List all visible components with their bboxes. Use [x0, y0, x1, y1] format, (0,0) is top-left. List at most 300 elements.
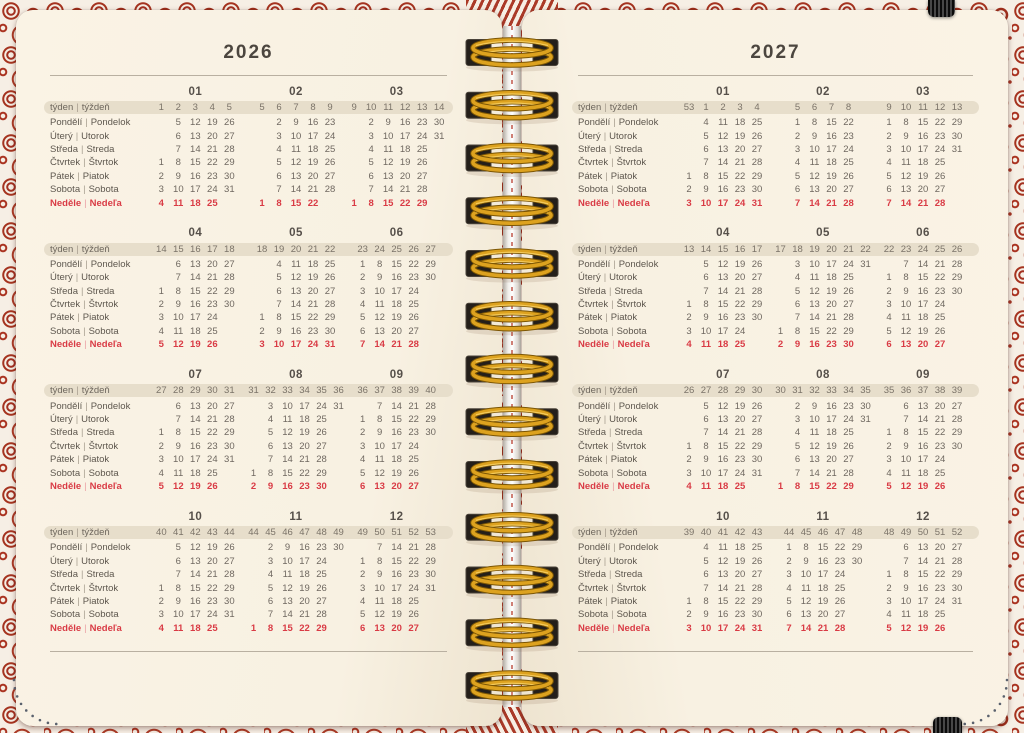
- month-cell-slot: [246, 117, 347, 128]
- week-number-cell: 24: [917, 243, 929, 255]
- week-label-cz: týden: [50, 243, 74, 255]
- month-cell-slot: [145, 385, 246, 396]
- day-row: [578, 453, 973, 466]
- day-cell: 6: [360, 622, 366, 634]
- day-cell: [422, 441, 439, 452]
- month-cell-slot: [145, 441, 246, 452]
- day-cell: [772, 441, 789, 452]
- day-cell: [949, 454, 966, 465]
- day-label-cz: Neděle: [578, 622, 610, 634]
- day-row: [578, 555, 973, 568]
- day-cell: [772, 272, 789, 283]
- day-cell: 22: [408, 555, 419, 567]
- month-cell-slot: [346, 117, 447, 128]
- week-label-sk: týždeň: [609, 527, 638, 539]
- month-cell-slot: [773, 198, 873, 209]
- day-cell: 10: [700, 467, 712, 479]
- day-cell: 8: [267, 622, 274, 634]
- day-cell: 18: [190, 467, 201, 479]
- year-title-2027: 2027: [750, 42, 801, 63]
- cell-slots: [145, 171, 447, 182]
- day-cell: 6: [267, 440, 274, 452]
- day-cell: 21: [934, 414, 946, 426]
- day-cell: 12: [190, 542, 201, 554]
- day-cell: 30: [224, 299, 235, 311]
- label-separator: |: [76, 527, 79, 539]
- cell-slots: [145, 401, 447, 412]
- day-label-cz: Pátek: [50, 170, 75, 182]
- day-cell: 26: [843, 440, 854, 452]
- day-cell: 27: [843, 184, 854, 196]
- day-cell: 6: [786, 609, 792, 621]
- day-cell: 15: [809, 325, 820, 337]
- day-cell: 18: [299, 414, 310, 426]
- cell-slots: [673, 569, 973, 580]
- day-label: [50, 468, 145, 479]
- day-label-sk: Štvrtok: [88, 299, 119, 311]
- day-cell: 18: [190, 325, 201, 337]
- day-cell: 21: [826, 467, 837, 479]
- day-cell: 23: [734, 609, 746, 621]
- day-cell: 23: [934, 130, 946, 142]
- day-cell: 5: [267, 427, 274, 439]
- day-cell: [330, 556, 347, 567]
- week-number-cell: 13: [951, 102, 963, 113]
- day-cell: [431, 144, 448, 155]
- week-number-cell: 29: [190, 385, 201, 397]
- day-label-sk: Štvrtok: [88, 440, 119, 452]
- day-cell: 28: [324, 184, 336, 196]
- day-cell: [221, 198, 238, 209]
- day-cell: [431, 198, 448, 209]
- month-cell-slot: [773, 481, 873, 492]
- day-cell: 18: [391, 454, 402, 466]
- cell-slots: [145, 527, 447, 538]
- day-cell: 16: [190, 595, 201, 607]
- month-cell-slot: [773, 583, 873, 594]
- day-cell: 15: [190, 285, 201, 297]
- day-cell: 15: [717, 170, 729, 182]
- day-cell: 10: [173, 609, 184, 621]
- month-cell-slot: [673, 542, 773, 553]
- cell-slots: [145, 157, 447, 168]
- day-cell: [354, 542, 371, 553]
- day-cell: 20: [734, 414, 746, 426]
- day-cell: 25: [207, 197, 218, 209]
- day-cell: 16: [826, 400, 837, 412]
- week-number-row: [44, 384, 453, 397]
- label-separator: |: [85, 400, 88, 412]
- day-cell: 3: [886, 299, 892, 311]
- day-row: [50, 440, 447, 453]
- day-cell: 9: [377, 569, 383, 581]
- day-cell: 16: [917, 130, 929, 142]
- month-cell-slot: [673, 198, 773, 209]
- day-cell: 22: [299, 622, 310, 634]
- day-cell: [857, 427, 874, 438]
- week-number-cell: 12: [399, 102, 411, 113]
- day-label-sk: Sobota: [616, 184, 647, 196]
- day-cell: [330, 414, 347, 425]
- day-cell: 7: [175, 569, 181, 581]
- day-cell: 21: [408, 542, 419, 554]
- day-label-cz: Sobota: [50, 184, 81, 196]
- day-cell: 10: [282, 400, 293, 412]
- day-cell: 26: [408, 467, 419, 479]
- week-number-cell: 8: [845, 102, 852, 113]
- day-cell: 28: [751, 427, 763, 439]
- day-cell: 4: [686, 339, 692, 351]
- month-cell-slot: [773, 623, 873, 634]
- day-cell: 2: [360, 272, 366, 284]
- week-label-cz: týden: [578, 527, 602, 539]
- month-cell-slot: [873, 286, 973, 297]
- day-cell: 14: [282, 609, 293, 621]
- day-cell: 6: [703, 414, 709, 426]
- day-cell: [681, 286, 698, 297]
- day-cell: 4: [276, 143, 282, 155]
- day-label-sk: Pondelok: [618, 258, 659, 270]
- day-cell: 27: [408, 481, 419, 492]
- day-cell: 27: [951, 542, 963, 554]
- month-cell-slot: [246, 401, 347, 412]
- day-cell: 21: [734, 157, 746, 169]
- day-cell: 17: [717, 197, 729, 209]
- day-cell: 16: [391, 427, 402, 439]
- day-cell: 20: [207, 555, 218, 567]
- month-cell-slot: [346, 527, 447, 538]
- cell-slots: [145, 427, 447, 438]
- week-number-cell: 49: [357, 527, 368, 539]
- month-cell-slot: [673, 385, 773, 396]
- month-cell-slot: [145, 609, 246, 620]
- day-cell: 24: [316, 400, 327, 412]
- day-cell: 1: [360, 414, 366, 426]
- day-cell: 16: [190, 170, 201, 182]
- day-label-cz: Pátek: [578, 454, 603, 466]
- day-cell: 19: [391, 467, 402, 479]
- day-cell: 7: [175, 143, 181, 155]
- month-cell-slot: [673, 401, 773, 412]
- day-cell: [422, 481, 439, 492]
- day-cell: 28: [224, 414, 235, 426]
- day-cell: [772, 427, 789, 438]
- day-cell: 14: [717, 285, 729, 297]
- day-cell: 7: [368, 184, 374, 196]
- month-cell-slot: [145, 542, 246, 553]
- day-cell: 9: [377, 272, 383, 284]
- month-cell-slot: [346, 569, 447, 580]
- cell-slots: [673, 312, 973, 323]
- label-separator: |: [609, 569, 612, 581]
- label-separator: |: [75, 272, 79, 284]
- day-cell: 18: [190, 197, 201, 209]
- day-label-cz: Pondělí: [578, 400, 611, 412]
- day-cell: 17: [190, 609, 201, 621]
- day-cell: 13: [717, 143, 729, 155]
- day-cell: 3: [360, 440, 366, 452]
- week-number-cell: 1: [703, 102, 709, 113]
- day-cell: 2: [786, 555, 792, 567]
- week-number-cell: 23: [357, 243, 368, 255]
- day-cell: 21: [207, 569, 218, 581]
- month-cell-slot: [346, 286, 447, 297]
- day-cell: 27: [843, 299, 854, 311]
- day-label-sk: Streda: [614, 427, 643, 439]
- month-cell-slot: [145, 481, 246, 492]
- month-cell-slot: [346, 556, 447, 567]
- day-cell: 25: [324, 143, 336, 155]
- month-cell-slot: [346, 441, 447, 452]
- week-number-cell: 30: [207, 385, 218, 397]
- day-cell: 2: [886, 582, 892, 594]
- day-cell: 13: [900, 339, 912, 351]
- day-label-cz: Sobota: [50, 467, 81, 479]
- week-number-cell: 41: [717, 527, 729, 539]
- month-cell-slot: [773, 401, 873, 412]
- month-cell-slot: [673, 312, 773, 323]
- bottom-rule-2026: [50, 651, 447, 652]
- week-header-label: [578, 102, 673, 113]
- day-label: [578, 259, 673, 270]
- month-cell-slot: [873, 414, 973, 425]
- day-cell: 2: [686, 312, 692, 324]
- day-cell: 22: [307, 197, 319, 209]
- day-cell: [431, 184, 448, 195]
- week-number-cell: 29: [734, 385, 746, 397]
- day-cell: [422, 326, 439, 337]
- day-label: [50, 259, 145, 270]
- day-cell: 10: [809, 414, 820, 426]
- month-cell-slot: [346, 157, 447, 168]
- day-cell: 31: [751, 622, 763, 634]
- day-cell: 31: [860, 258, 871, 270]
- month-cell-slot: [773, 596, 873, 607]
- day-cell: 8: [377, 258, 383, 270]
- spine-paper-strip: [503, 26, 521, 707]
- month-cell-slot: [673, 259, 773, 270]
- day-label: [578, 583, 673, 594]
- day-cell: 26: [408, 312, 419, 324]
- day-cell: 29: [224, 157, 235, 169]
- calendar-grid-2027: [578, 84, 973, 635]
- day-cell: 29: [851, 542, 863, 554]
- day-cell: 31: [951, 595, 963, 607]
- day-cell: 3: [368, 130, 374, 142]
- day-cell: 11: [718, 542, 728, 554]
- day-cell: 23: [307, 325, 319, 337]
- day-cell: 4: [360, 454, 366, 466]
- day-cell: 12: [717, 258, 729, 270]
- day-cell: 15: [826, 117, 837, 129]
- label-separator: |: [611, 299, 614, 311]
- day-cell: 15: [290, 197, 302, 209]
- month-header-slot: [145, 511, 246, 523]
- day-cell: 23: [734, 454, 746, 466]
- day-cell: 6: [175, 130, 181, 142]
- day-cell: 24: [734, 622, 746, 634]
- week-number-cell: 41: [173, 527, 184, 539]
- month-cell-slot: [145, 596, 246, 607]
- day-cell: 12: [809, 170, 820, 182]
- day-cell: 29: [224, 582, 235, 594]
- month-cell-slot: [246, 454, 347, 465]
- day-label-cz: Pondělí: [50, 258, 83, 270]
- month-cell-slot: [873, 259, 973, 270]
- day-cell: 7: [886, 197, 892, 209]
- day-cell: 5: [794, 285, 801, 297]
- day-cell: 7: [360, 339, 366, 351]
- day-cell: 28: [316, 454, 327, 466]
- week-number-cell: 40: [156, 527, 167, 539]
- month-cell-slot: [773, 427, 873, 438]
- day-cell: 29: [224, 427, 235, 439]
- day-cell: [857, 441, 874, 452]
- day-cell: 3: [267, 400, 274, 412]
- day-cell: 8: [903, 427, 909, 439]
- week-label-sk: týždeň: [81, 527, 110, 539]
- week-number-cell: 36: [900, 385, 912, 397]
- day-cell: 12: [282, 582, 293, 594]
- cell-slots: [673, 144, 973, 155]
- day-cell: [949, 312, 966, 323]
- day-cell: [681, 556, 698, 567]
- month-cell-slot: [773, 609, 873, 620]
- day-cell: 7: [786, 622, 792, 634]
- day-cell: [254, 184, 271, 195]
- month-cell-slot: [773, 326, 873, 337]
- day-label: [578, 286, 673, 297]
- day-cell: 3: [786, 569, 792, 581]
- day-cell: [949, 623, 966, 634]
- day-label: [50, 609, 145, 620]
- day-cell: 4: [158, 467, 164, 479]
- month-cell-slot: [773, 312, 873, 323]
- day-cell: 12: [374, 609, 385, 621]
- day-cell: [245, 427, 262, 438]
- day-cell: 1: [786, 542, 792, 554]
- month-cell-slot: [346, 198, 447, 209]
- day-cell: 26: [324, 157, 336, 169]
- day-row: [578, 156, 973, 169]
- week-number-cell: 12: [934, 102, 946, 113]
- day-cell: 3: [794, 258, 801, 270]
- week-number-cell: 9: [327, 102, 333, 113]
- week-number-cell: 43: [207, 527, 218, 539]
- week-number-cell: 26: [408, 243, 419, 255]
- day-cell: 2: [794, 400, 801, 412]
- day-cell: 6: [703, 569, 709, 581]
- month-cell-slot: [246, 171, 347, 182]
- day-cell: 22: [408, 414, 419, 426]
- day-cell: 3: [886, 595, 892, 607]
- day-cell: 17: [817, 569, 829, 581]
- day-cell: 11: [901, 157, 911, 169]
- day-row: [578, 325, 973, 338]
- day-cell: 28: [224, 272, 235, 284]
- label-separator: |: [77, 312, 80, 324]
- day-cell: 9: [811, 400, 818, 412]
- day-cell: 3: [360, 285, 366, 297]
- day-cell: 16: [817, 555, 829, 567]
- day-cell: 16: [399, 117, 411, 129]
- day-cell: 17: [826, 143, 837, 155]
- day-cell: 9: [703, 184, 709, 196]
- month-number: 02: [816, 85, 830, 98]
- day-cell: 13: [900, 184, 912, 196]
- day-cell: [330, 427, 347, 438]
- week-number-cell: 31: [224, 385, 235, 397]
- day-cell: 6: [703, 143, 709, 155]
- day-cell: 11: [383, 143, 394, 155]
- day-cell: 11: [801, 582, 811, 594]
- day-cell: 24: [207, 184, 218, 196]
- month-cell-slot: [246, 385, 347, 396]
- week-number-cell: 50: [917, 527, 929, 539]
- week-number-cell: 45: [800, 527, 812, 539]
- day-cell: 7: [276, 299, 282, 311]
- day-cell: 2: [886, 285, 892, 297]
- day-cell: [153, 414, 170, 425]
- week-number-cell: 40: [425, 385, 436, 397]
- week-number-cell: 48: [316, 527, 327, 539]
- week-number-cell: 27: [425, 243, 436, 255]
- day-cell: 26: [316, 427, 327, 439]
- day-cell: 22: [934, 427, 946, 439]
- month-cell-slot: [873, 556, 973, 567]
- day-cell: 12: [900, 325, 912, 337]
- day-row: [578, 595, 973, 608]
- day-cell: 24: [843, 143, 854, 155]
- day-cell: 17: [190, 312, 201, 324]
- day-row: [50, 541, 447, 554]
- day-cell: 22: [734, 299, 746, 311]
- day-cell: [857, 272, 874, 283]
- day-cell: [254, 299, 271, 310]
- month-cell-slot: [773, 259, 873, 270]
- day-cell: 14: [717, 427, 729, 439]
- day-cell: 12: [290, 272, 302, 284]
- day-cell: 27: [224, 400, 235, 412]
- month-cell-slot: [145, 312, 246, 323]
- day-cell: 25: [934, 609, 946, 621]
- day-cell: [330, 569, 347, 580]
- day-label-cz: Sobota: [578, 467, 609, 479]
- week-number-cell: 3: [192, 102, 198, 113]
- month-cell-slot: [145, 244, 246, 255]
- day-cell: 22: [299, 467, 310, 479]
- day-label-sk: Pondelok: [90, 117, 131, 129]
- month-cell-slot: [773, 131, 873, 142]
- day-cell: 22: [934, 272, 946, 284]
- day-cell: 1: [360, 258, 366, 270]
- day-cell: 14: [190, 272, 201, 284]
- month-cell-slot: [145, 131, 246, 142]
- day-row: [50, 568, 447, 581]
- label-separator: |: [83, 157, 86, 169]
- day-cell: 28: [843, 312, 854, 324]
- week-number-cell: 4: [209, 102, 215, 113]
- label-separator: |: [613, 400, 616, 412]
- day-cell: 16: [391, 272, 402, 284]
- day-cell: 8: [175, 157, 181, 169]
- cell-slots: [673, 259, 973, 270]
- day-cell: 22: [207, 285, 218, 297]
- day-row: [50, 595, 447, 608]
- week-number-cell: 33: [282, 385, 293, 397]
- day-cell: [422, 454, 439, 465]
- day-row: [50, 608, 447, 621]
